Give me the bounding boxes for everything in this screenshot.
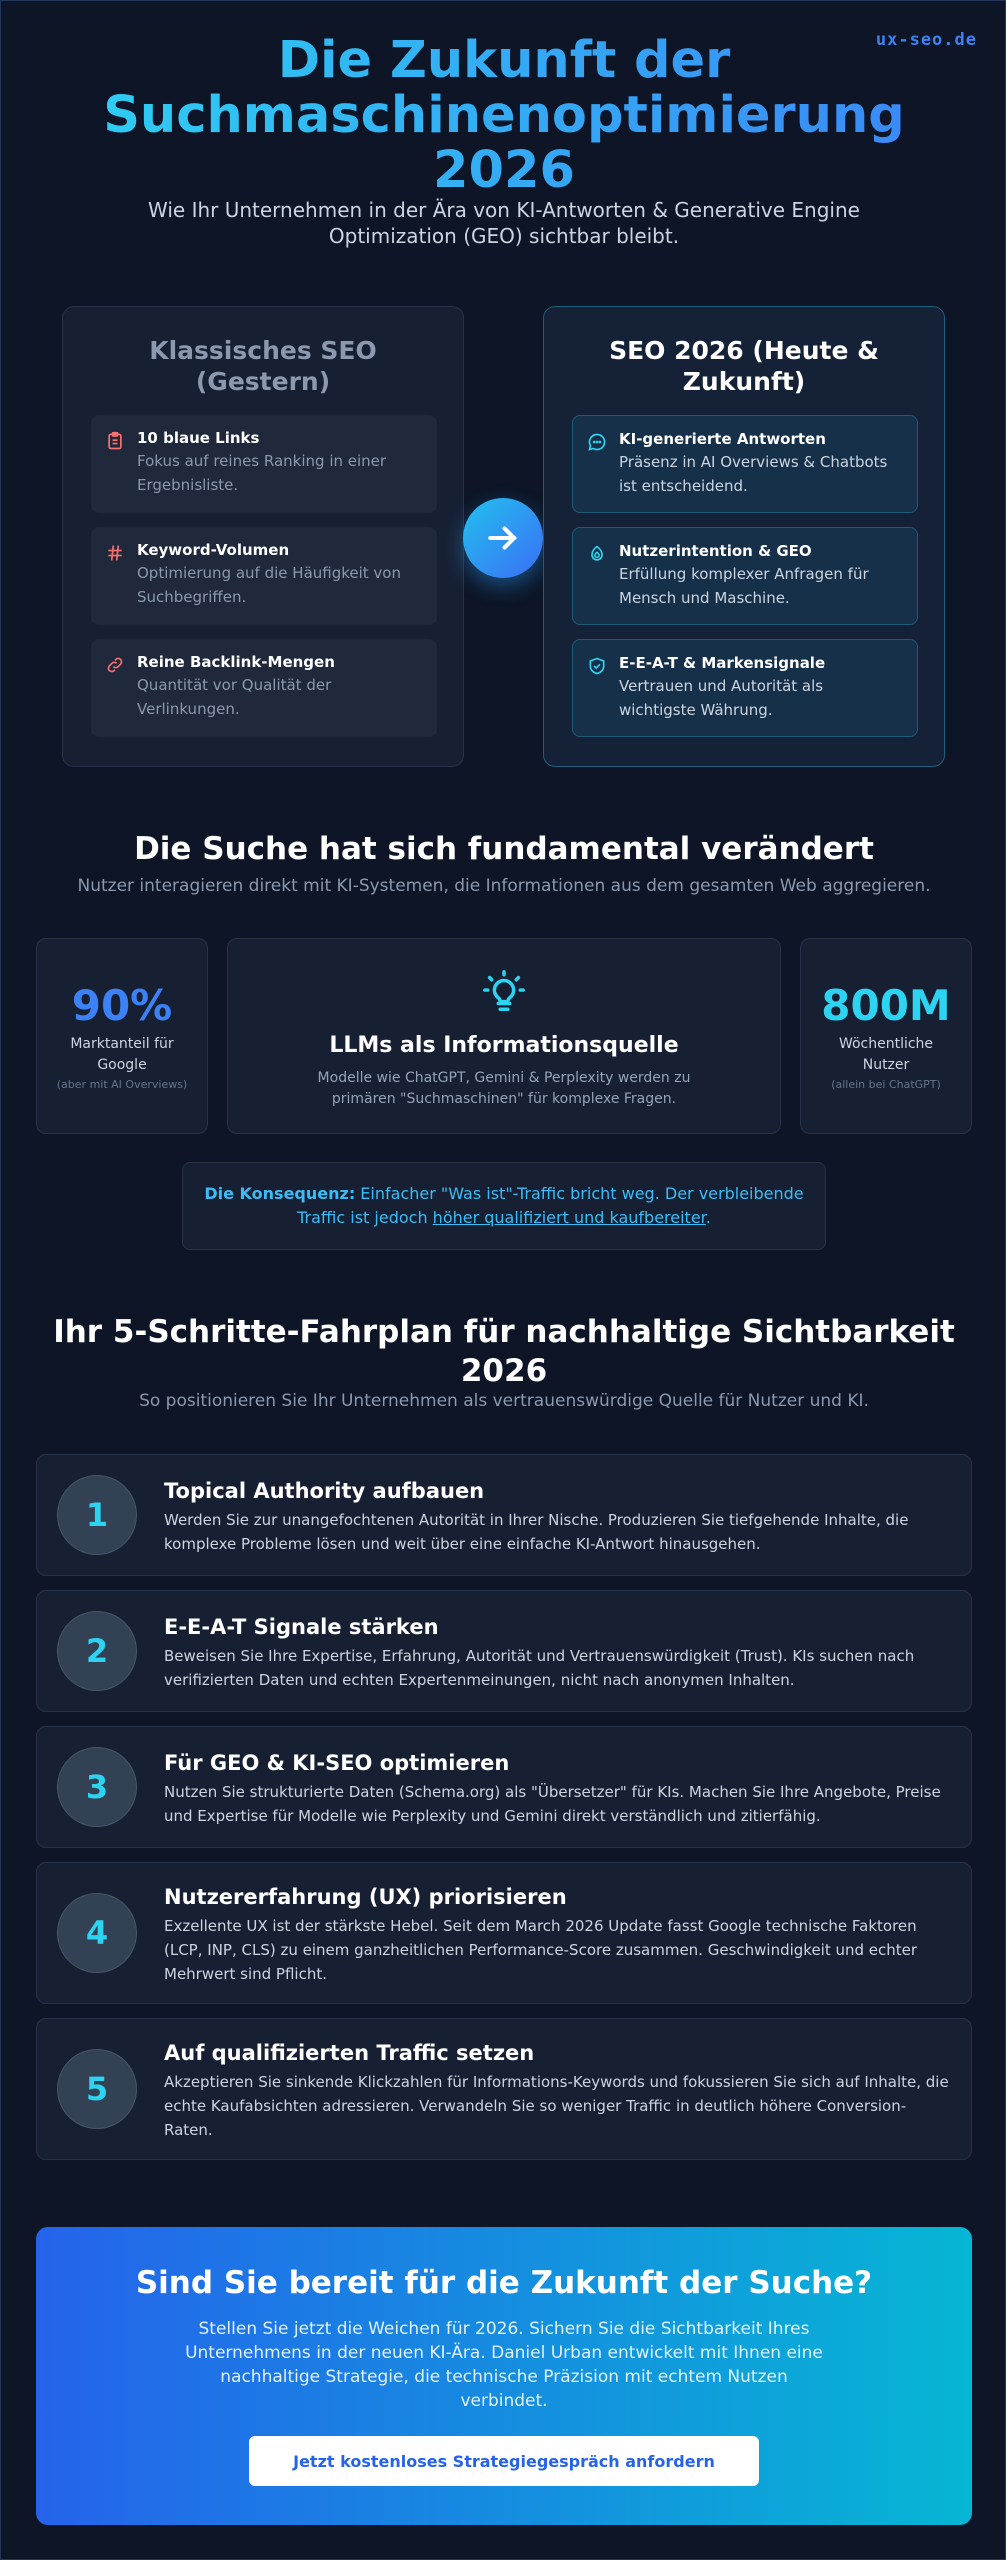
classic-seo-title: Klassisches SEO (Gestern)	[149, 336, 377, 397]
cta-banner	[36, 2227, 972, 2525]
step-text: Nutzen Sie strukturierte Daten (Schema.org) als "Übersetzer" für KIs. Machen Sie Ihre Angebote, Preise und Expertise für Modelle wie Perplexity und Gemini direkt verständlich und zitierfähig.	[164, 1783, 941, 1825]
stat-note: (aber mit AI Overviews)	[56, 1078, 188, 1091]
step-number: 4	[57, 1893, 137, 1973]
cta-text: Stellen Sie jetzt die Weichen für 2026. Sichern Sie die Sichtbarkeit Ihres Unternehmens in der neuen KI-Ära. Daniel Urban entwickelt mit Ihnen eine nachhaltige Strategie, die technische Präzision mit echtem Nutzen verbindet.	[185, 2319, 823, 2411]
step-number: 5	[57, 2049, 137, 2129]
feature-title: KI-generierte Antworten	[619, 430, 826, 448]
new-feature-item	[572, 527, 918, 625]
consequence-end: .	[705, 1208, 711, 1227]
step-title: Nutzererfahrung (UX) priorisieren	[164, 1885, 567, 1909]
stat-weekly-users	[800, 938, 972, 1134]
page-title-line: Suchmaschinenoptimierung	[103, 86, 905, 146]
roadmap-step	[36, 1590, 972, 1712]
llm-text: Modelle wie ChatGPT, Gemini & Perplexity werden zu primären "Suchmaschinen" für komplexe Fragen.	[317, 1070, 691, 1107]
classic-feature-item	[91, 415, 437, 513]
page-title-line: 2026	[433, 141, 575, 201]
new-feature-item	[572, 415, 918, 513]
page-title	[1, 31, 1006, 201]
step-text: Exzellente UX ist der stärkste Hebel. Seit dem March 2026 Update fasst Google technische Faktoren (LCP, INP, CLS) zu einem ganzheitlichen Performance-Score zusammen. Geschwindigkeit und echter Mehrwert sind Pflicht.	[164, 1917, 918, 1983]
clipboard-icon	[105, 431, 125, 451]
classic-feature-item	[91, 639, 437, 737]
section-title-roadmap: Ihr 5-Schritte-Fahrplan für nachhaltige Sichtbarkeit 2026	[53, 1314, 955, 1389]
cta-title: Sind Sie bereit für die Zukunft der Suche?	[135, 2265, 873, 2301]
feature-text: Quantität vor Qualität der Verlinkungen.	[137, 676, 332, 718]
step-title: Für GEO & KI-SEO optimieren	[164, 1751, 510, 1775]
feature-title: E-E-A-T & Markensignale	[619, 654, 826, 672]
seo-2026-title: SEO 2026 (Heute & Zukunft)	[609, 336, 879, 397]
step-text: Werden Sie zur unangefochtenen Autorität in Ihrer Nische. Produzieren Sie tiefgehende Inhalte, die komplexe Probleme lösen und weit über eine einfache KI-Antwort hinausgehen.	[164, 1511, 909, 1553]
feature-title: 10 blaue Links	[137, 429, 260, 447]
arrow-right-icon	[463, 498, 543, 578]
stat-note: (allein bei ChatGPT)	[831, 1078, 941, 1091]
section-subtitle-roadmap: So positionieren Sie Ihr Unternehmen als vertrauenswürdige Quelle für Nutzer und KI.	[139, 1391, 869, 1411]
stat-label: Wöchentliche Nutzer	[838, 1036, 934, 1073]
stat-label: Marktanteil für Google	[70, 1036, 174, 1073]
step-text: Akzeptieren Sie sinkende Klickzahlen für Informations-Keywords und fokussieren Sie sich auf Inhalte, die echte Kaufabsichten adressieren. Verwandeln Sie so weniger Traffic in deutlich höhere Conversion-Raten.	[164, 2073, 949, 2139]
lightbulb-icon	[481, 969, 527, 1015]
classic-feature-item	[91, 527, 437, 625]
step-number: 3	[57, 1747, 137, 1827]
page-title-line: Die Zukunft der	[277, 31, 731, 90]
roadmap-step	[36, 1862, 972, 2004]
stat-value: 800M	[821, 981, 951, 1030]
feature-title: Reine Backlink-Mengen	[137, 653, 335, 671]
seo-2026-card	[543, 306, 945, 767]
consequence-highlight: höher qualifiziert und kaufbereiter	[432, 1208, 706, 1227]
stat-value: 90%	[71, 981, 173, 1030]
step-title: Topical Authority aufbauen	[164, 1479, 485, 1503]
llm-info-card	[227, 938, 781, 1134]
fingerprint-icon	[587, 544, 607, 564]
step-text: Beweisen Sie Ihre Expertise, Erfahrung, Autorität und Vertrauenswürdigkeit (Trust). KIs suchen nach verifizierten Daten und echten Expertenmeinungen, nicht nach anonymen Inhalten.	[164, 1647, 915, 1689]
consequence-box	[182, 1162, 826, 1250]
step-number: 1	[57, 1475, 137, 1555]
feature-text: Optimierung auf die Häufigkeit von Suchbegriffen.	[137, 564, 401, 606]
section-subtitle-change: Nutzer interagieren direkt mit KI-Systemen, die Informationen aus dem gesamten Web aggregieren.	[77, 876, 931, 896]
roadmap-step	[36, 1454, 972, 1576]
feature-title: Keyword-Volumen	[137, 541, 290, 559]
section-title-change: Die Suche hat sich fundamental verändert	[134, 831, 874, 867]
feature-title: Nutzerintention & GEO	[619, 542, 812, 560]
link-icon	[105, 655, 125, 675]
consequence-label: Die Konsequenz:	[204, 1184, 356, 1203]
feature-text: Vertrauen und Autorität als wichtigste Währung.	[619, 677, 824, 719]
consequence-text: Einfacher "Was ist"-Traffic bricht weg. Der verbleibende Traffic ist jedoch	[297, 1184, 804, 1227]
roadmap-step	[36, 2018, 972, 2160]
page-subtitle: Wie Ihr Unternehmen in der Ära von KI-Antworten & Generative Engine Optimization (GEO) sichtbar bleibt.	[148, 198, 860, 248]
step-title: E-E-A-T Signale stärken	[164, 1615, 439, 1639]
llm-title: LLMs als Informationsquelle	[329, 1033, 679, 1058]
step-number: 2	[57, 1611, 137, 1691]
feature-text: Erfüllung komplexer Anfragen für Mensch und Maschine.	[619, 565, 869, 607]
feature-text: Fokus auf reines Ranking in einer Ergebnisliste.	[137, 452, 387, 494]
step-title: Auf qualifizierten Traffic setzen	[164, 2041, 535, 2065]
request-consultation-button[interactable]: Jetzt kostenloses Strategiegespräch anfordern	[249, 2436, 759, 2486]
roadmap-step	[36, 1726, 972, 1848]
stat-market-share	[36, 938, 208, 1134]
chat-bubble-icon	[587, 432, 607, 452]
new-feature-item	[572, 639, 918, 737]
classic-seo-card	[62, 306, 464, 767]
feature-text: Präsenz in AI Overviews & Chatbots ist entscheidend.	[619, 453, 888, 495]
shield-check-icon	[587, 656, 607, 676]
hashtag-icon	[105, 543, 125, 563]
